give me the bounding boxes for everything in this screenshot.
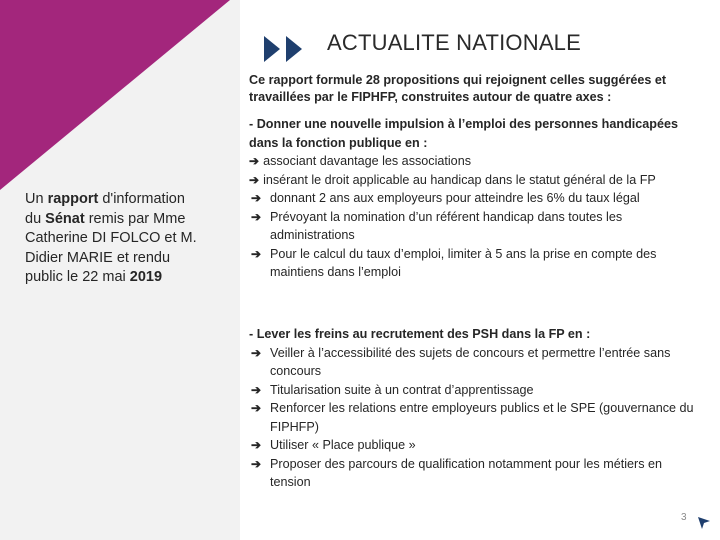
desc-part: Un (25, 191, 48, 207)
desc-bold-senat: Sénat (45, 210, 85, 227)
navigation-icon[interactable] (697, 516, 711, 530)
list-item (249, 381, 699, 400)
report-description (25, 190, 200, 288)
list-item-text: Titularisation suite à un contrat d’apprentissage (270, 382, 534, 397)
arrow-icon: ➔ (249, 154, 260, 168)
arrow-icon: ➔ (251, 382, 262, 397)
desc-bold-rapport: rapport (47, 191, 99, 207)
list-item (249, 189, 699, 208)
desc-part: d'information du (25, 191, 185, 227)
list-item-text: Pour le calcul du taux d’emploi, limiter à 5 ans la prise en compte des maintiens dans l’emploi (270, 246, 657, 279)
arrow-icon: ➔ (251, 438, 262, 452)
list-item (249, 455, 699, 492)
list-item (249, 399, 699, 436)
desc-bold-year: 2019 (129, 269, 163, 285)
list-item (249, 171, 699, 190)
page-number: 3 (681, 512, 687, 523)
arrow-icon: ➔ (251, 191, 262, 205)
arrow-icon: ➔ (251, 209, 262, 224)
list-item-text: Utiliser « Place publique » (270, 438, 416, 452)
list-item-text: donnant 2 ans aux employeurs pour atteindre les 6% du taux légal (270, 191, 640, 205)
arrow-icon: ➔ (251, 401, 262, 415)
arrow-icon: ➔ (251, 345, 262, 360)
axis-section-2 (249, 325, 699, 492)
list-item-text: Renforcer les relations entre employeurs publics et le SPE (gouvernance du FIPHFP) (270, 401, 694, 434)
slide-title: ACTUALITE NATIONALE (327, 30, 581, 55)
axis-heading: - Lever les freins au recrutement des PSH dans la FP en : (249, 327, 591, 341)
double-chevron-icon (264, 36, 308, 62)
arrow-icon: ➔ (249, 172, 260, 187)
list-item (249, 245, 699, 282)
list-item-text: Prévoyant la nomination d’un référent handicap dans toutes les administrations (270, 209, 623, 242)
list-item-text: Proposer des parcours de qualification notamment pour les métiers en tension (270, 456, 663, 489)
intro-text: Ce rapport formule 28 propositions qui rejoignent celles suggérées et travaillées par le FIPHFP, construites autour de quatre axes : (249, 73, 667, 104)
list-item (249, 152, 699, 171)
list-item (249, 344, 699, 381)
axis-heading: - Donner une nouvelle impulsion à l’emploi des personnes handicapées dans la fonction publique en : (249, 117, 678, 150)
list-item (249, 436, 699, 455)
list-item-text: insérant le droit applicable au handicap dans le statut général de la FP (263, 172, 656, 187)
arrow-icon: ➔ (251, 246, 262, 261)
list-item (249, 208, 699, 245)
list-item-text: associant davantage les associations (263, 154, 471, 168)
list-item-text: Veiller à l’accessibilité des sujets de concours et permettre l’entrée sans concours (270, 345, 671, 378)
axis-section-1 (249, 115, 699, 282)
arrow-icon: ➔ (251, 456, 262, 471)
desc-part: remis par Mme Catherine DI FOLCO et M. Didier MARIE et rendu public le 22 mai (25, 210, 197, 285)
